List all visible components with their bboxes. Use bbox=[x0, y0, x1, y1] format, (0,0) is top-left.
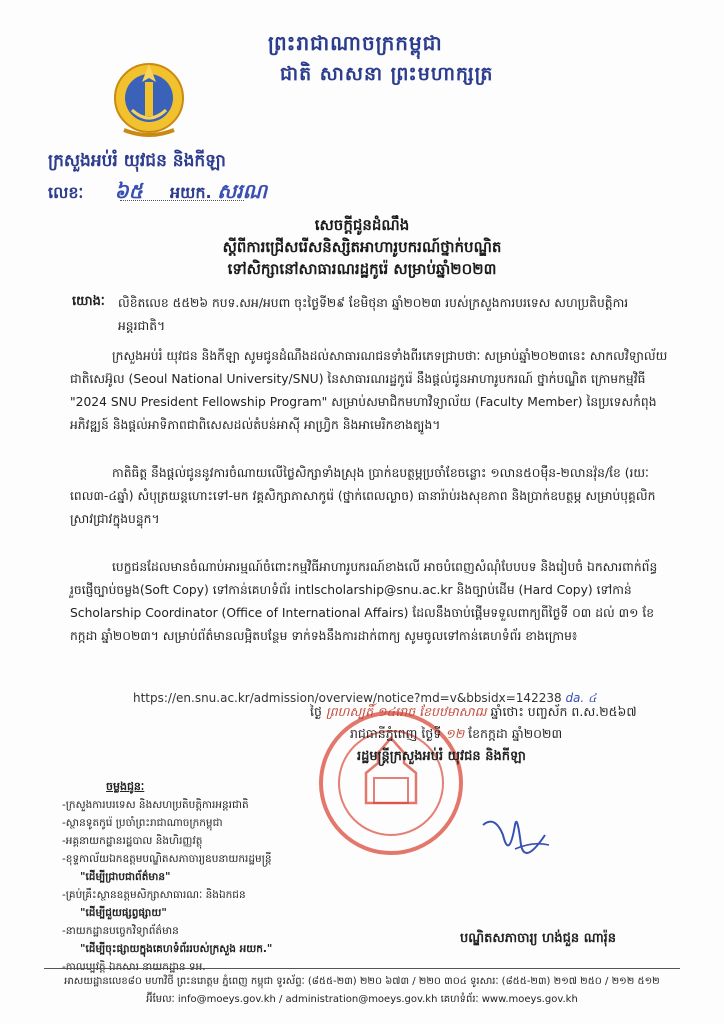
footer-address: អាសយដ្ឋានលេខ៨០ មហាវិថី ព្រះនរោត្តម ភ្នំពេញ កម្ពុជា ទូរស័ព្ទៈ (៨៥៥-២៣) ២២០ ៦៧៣ / ២២០ ៣០៤ ទូរសារៈ (៨៥៥-២៣) ២១៧ ២៥០ / ២១២ ៥១២ bbox=[64, 976, 660, 987]
recipients-title: ចម្លងជូនៈ bbox=[106, 780, 145, 793]
signer-title: រដ្ឋមន្ត្រីក្រសួងអប់រំ យុវជន និងកីឡា bbox=[357, 749, 526, 764]
paragraph-3: បេក្ខជនដែលមានចំណាប់អារម្មណ៍ចំពោះកម្មវិធីអាហារូបករណ៍ខាងលើ អាចបំពេញសំណុំបែបបទ និងរៀបចំ ឯកសារពាក់ព័ន្ធ រួចផ្ញើច្បាប់ចម្លង(Soft Copy) ទៅកាន់គេហទំព័រ intlscholarship@snu.ac.kr និងច្បាប់ដើម (Hard Copy) ទៅកាន់ Scholarship Coordinator (Office of International Affairs) ដែលនឹងចាប់ផ្តើមទទួលពាក្យពីថ្ងៃទី ០៣ ដល់ ៣១ ខែកក្កដា ឆ្នាំ២០២៣។ សម្រាប់ព័ត៌មានលម្អិតបន្ថែម ទាក់ទងនឹងការដាក់ពាក្យ សូមចូលទៅកាន់គេហទំព័រ ខាងក្រោម៖ bbox=[70, 560, 658, 643]
recipient-item: -នាយកដ្ឋានបច្ចេកវិទ្យាព័ត៌មាន bbox=[62, 925, 179, 937]
lunar-suffix: ឆ្នាំថោះ បញ្ចស័ក ព.ស.២៥៦៧ bbox=[490, 704, 637, 719]
signer-name: បណ្ឌិតសភាចារ្យ ហង់ជួន ណារ៉ុន bbox=[460, 931, 617, 946]
ministry-name: ក្រសួងអប់រំ យុវជន និងកីឡា bbox=[48, 151, 226, 171]
kingdom-heading: ព្រះរាជាណាចក្រកម្ពុជា bbox=[268, 31, 443, 55]
reference-number bbox=[48, 178, 267, 208]
national-motto: ជាតិ សាសនា ព្រះមហាក្សត្រ bbox=[280, 63, 494, 85]
notice-subtitle-2: ទៅសិក្សានៅសាធារណរដ្ឋកូរ៉េ សម្រាប់ឆ្នាំ២០២៣ bbox=[227, 260, 497, 278]
paragraph-1: ក្រសួងអប់រំ យុវជន និងកីឡា សូមជូនដំណឹងដល់សាធារណជនទាំងពីរភេទជ្រាបថាៈ សម្រាប់ឆ្នាំ២០២៣នេះ សាកលវិទ្យាល័យជាតិសេអ៊ូល (Seoul National University/SNU) នៃសាធារណរដ្ឋកូរ៉េ នឹងផ្តល់ជូនអាហារូបករណ៍ ថ្នាក់បណ្ឌិត ក្រោមកម្មវិធី "2024 SNU President Fellowship Program" សម្រាប់សមាជិកមហាវិទ្យាល័យ (Faculty Member) នៃប្រទេសកំពុងអភិវឌ្ឍន៍ និងផ្តល់អាទិភាពជាពិសេសដល់តំបន់អាស៊ី អាហ្វ្រិក និងអាមេរិកខាងត្បូង។ bbox=[70, 349, 668, 432]
handwritten-signature bbox=[475, 805, 555, 875]
recipient-note: "ដើម្បីជួយផ្សព្វផ្សាយ" bbox=[80, 907, 167, 919]
solar-day: ១២ bbox=[445, 726, 465, 741]
handwritten-note: da. ៤ bbox=[565, 691, 597, 705]
footer-contact: អ៊ីមែលៈ info@moeys.gov.kh / administration@moeys.gov.kh គេហទំព័រៈ www.moeys.gov.kh bbox=[146, 994, 578, 1005]
lunar-prefix: ថ្ងៃ bbox=[310, 704, 322, 719]
ref-dotted-line bbox=[120, 200, 244, 201]
solar-date bbox=[350, 726, 562, 745]
recipient-item: -ខុទ្ទកាល័យឯកឧត្តមបណ្ឌិតសភាចារ្យឧបនាយករដ្ឋមន្ត្រី bbox=[62, 853, 272, 865]
recipient-item: -ស្ថានទូតកូរ៉េ ប្រចាំព្រះរាជាណាចក្រកម្ពុជា bbox=[62, 817, 223, 829]
footer-divider bbox=[44, 968, 680, 969]
ref-suffix: សរណ bbox=[217, 179, 268, 203]
recipient-item: -ក្រសួងការបរទេស និងសហប្រតិបត្តិការអន្តរជាតិ bbox=[62, 799, 249, 811]
ministry-emblem-logo bbox=[110, 52, 188, 140]
ref-label: លេខៈ bbox=[48, 183, 84, 202]
solar-prefix: រាជធានីភ្នំពេញ ថ្ងៃទី bbox=[350, 726, 442, 741]
paragraph-2: កាតិធិត្ត នឹងផ្តល់ជូននូវការចំណាយលើថ្លៃសិក្សាទាំងស្រុង ប្រាក់ឧបត្ថម្ភប្រចាំខែចន្លោះ ១លាន៥០ម៉ឺន-២លានវ៉ុន/ខែ (រយៈពេល៣-៤ឆ្នាំ) សំបុត្រយន្តហោះទៅ-មក វគ្គសិក្សាភាសាកូរ៉េ (ថ្នាក់ពេលល្ងាច) ធានារ៉ាប់រងសុខភាព និងប្រាក់ឧបត្ថម្ភ សម្រាប់បុគ្គលិកស្រាវជ្រាវក្នុងបន្ទុក។ bbox=[70, 466, 656, 526]
recipient-item: -គ្រប់គ្រឹះស្ថានឧត្តមសិក្សាសាធារណៈ និងឯកជន bbox=[62, 889, 246, 901]
reference-label: យោងៈ bbox=[72, 294, 105, 309]
recipient-note: "ដើម្បីចុះផ្សាយក្នុងគេហទំព័ររបស់ក្រសួង អយក." bbox=[80, 943, 273, 955]
lunar-handwritten: ព្រហស្បតិ៍ ១៤រោច ខែបឋមាសាឍ bbox=[325, 704, 487, 719]
website-link[interactable]: https://en.snu.ac.kr/admission/overview/notice?md=v&bbsidx=142238 bbox=[133, 691, 562, 705]
lunar-date bbox=[310, 704, 637, 723]
recipient-item: -កាលប្បវត្តិ ឯកសារ នាយកដ្ឋាន ទអ. bbox=[62, 961, 206, 973]
reference-text: លិខិតលេខ ៥៥២៦ កបទ.សអ/អបពា ចុះថ្ងៃទី២៩ ខែមិថុនា ឆ្នាំ២០២៣ របស់ក្រសួងការបរទេស សហប្រតិបត្តិការ អន្តរជាតិ។ bbox=[118, 296, 629, 333]
solar-suffix: ខែកក្កដា ឆ្នាំ២០២៣ bbox=[468, 726, 563, 741]
ref-code: អយក. bbox=[170, 183, 212, 202]
ref-number: ៦៥ bbox=[114, 179, 143, 203]
notice-title: សេចក្តីជូនដំណឹង bbox=[314, 216, 410, 234]
notice-subtitle-1: ស្តីពីការជ្រើសរើសនិស្សិតអាហារូបករណ៍ថ្នាក់បណ្ឌិត bbox=[222, 238, 502, 256]
recipient-item: -អគ្គនាយកដ្ឋានរដ្ឋបាល និងហិរញ្ញវត្ថុ bbox=[62, 835, 203, 847]
recipient-note: "ដើម្បីជ្រាបជាព័ត៌មាន" bbox=[80, 871, 171, 883]
copy-recipients bbox=[62, 778, 362, 976]
